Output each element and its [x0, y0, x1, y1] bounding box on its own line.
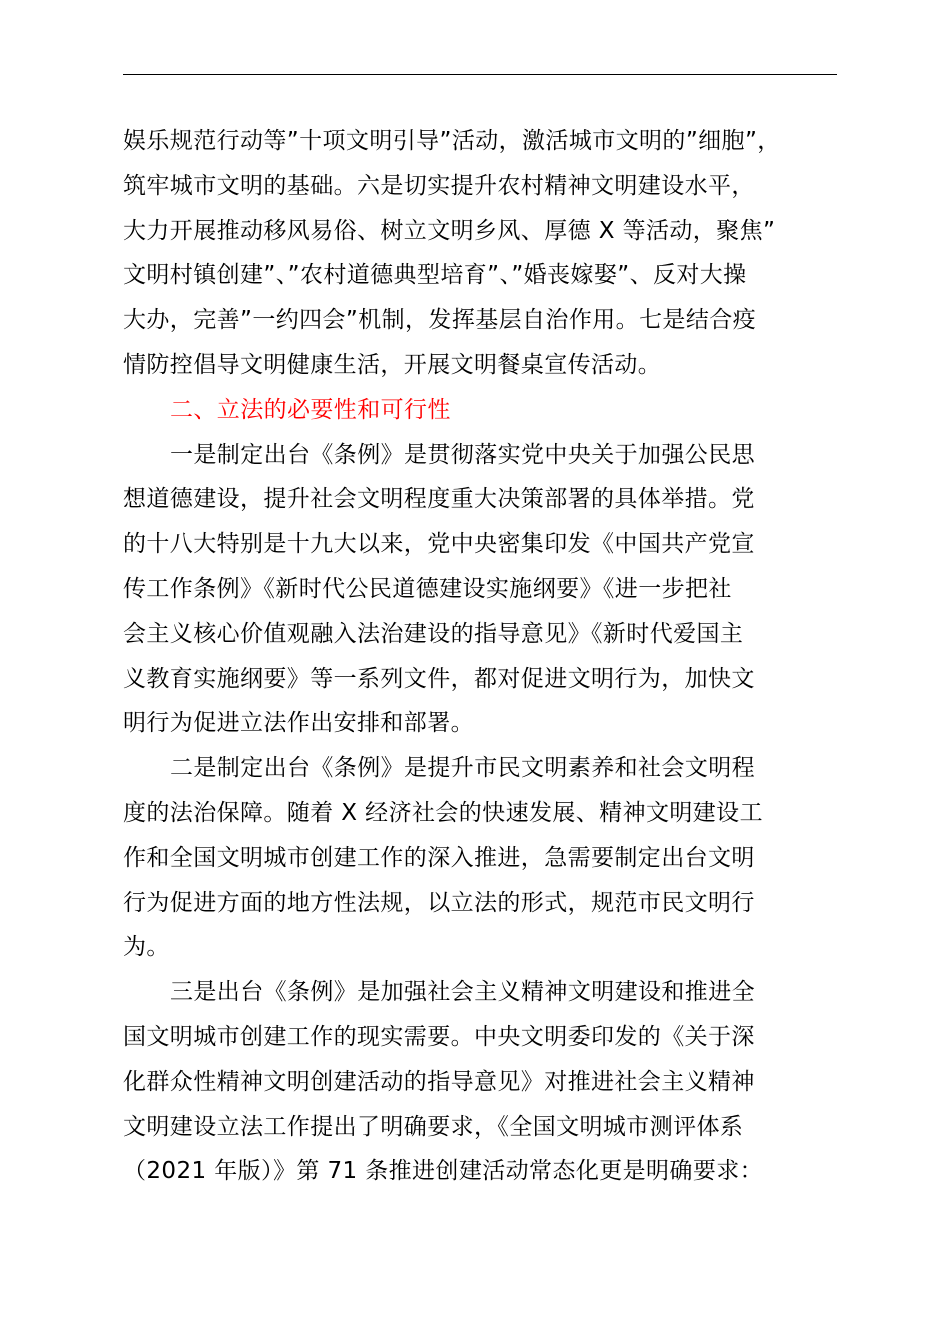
text-line: 传工作条例》《新时代公民道德建设实施纲要》《进一步把社 [123, 575, 732, 602]
text-line: 国文明城市创建工作的现实需要。中央文明委印发的《关于深 [123, 1023, 755, 1050]
body-text [123, 119, 837, 1194]
text-line: 娱乐规范行动等”十项文明引导”活动，激活城市文明的”细胞”， [123, 128, 781, 154]
text-line: 大办，完善”一约四会”机制，发挥基层自治作用。七是结合疫 [123, 307, 757, 334]
paragraph-first-line: 一是制定出台《条例》是贯彻落实党中央关于加强公民思 [170, 441, 755, 468]
text-line: 行为促进方面的地方性法规，以立法的形式，规范市民文明行 [123, 889, 755, 916]
text-line: 情防控倡导文明健康生活，开展文明餐桌宣传活动。 [123, 351, 662, 378]
text-line: 作和全国文明城市创建工作的深入推进，急需要制定出台文明 [123, 844, 755, 871]
text-line: 想道德建设，提升社会文明程度重大决策部署的具体举措。党 [123, 486, 755, 513]
text-line: 大力开展推动移风易俗、树立文明乡风、厚德 X 等活动，聚焦” [123, 217, 776, 244]
text-line: 度的法治保障。随着 X 经济社会的快速发展、精神文明建设工 [123, 799, 763, 826]
text-line: 为。 [123, 934, 170, 961]
section-heading: 二、立法的必要性和可行性 [170, 396, 451, 423]
text-line: 文明建设立法工作提出了明确要求，《全国文明城市测评体系 [123, 1113, 744, 1140]
text-line: 会主义核心价值观融入法治建设的指导意见》《新时代爱国主 [123, 620, 744, 647]
text-line: （2021 年版）》第 71 条推进创建活动常态化更是明确要求： [123, 1158, 764, 1185]
paragraph-first-line: 三是出台《条例》是加强社会主义精神文明建设和推进全 [170, 979, 755, 1006]
text-line: 的十八大特别是十九大以来，党中央密集印发《中国共产党宣 [123, 531, 755, 558]
text-line: 文明村镇创建”、”农村道德典型培育”、”婚丧嫁娶”、反对大操 [123, 262, 747, 289]
paragraph-first-line: 二是制定出台《条例》是提升市民文明素养和社会文明程 [170, 755, 755, 782]
text-line: 明行为促进立法作出安排和部署。 [123, 710, 474, 737]
text-line: 义教育实施纲要》等一系列文件，都对促进文明行为，加快文 [123, 665, 755, 692]
header-rule [123, 74, 837, 75]
text-line: 筑牢城市文明的基础。六是切实提升农村精神文明建设水平， [123, 172, 755, 199]
text-line: 化群众性精神文明创建活动的指导意见》对推进社会主义精神 [123, 1068, 755, 1095]
